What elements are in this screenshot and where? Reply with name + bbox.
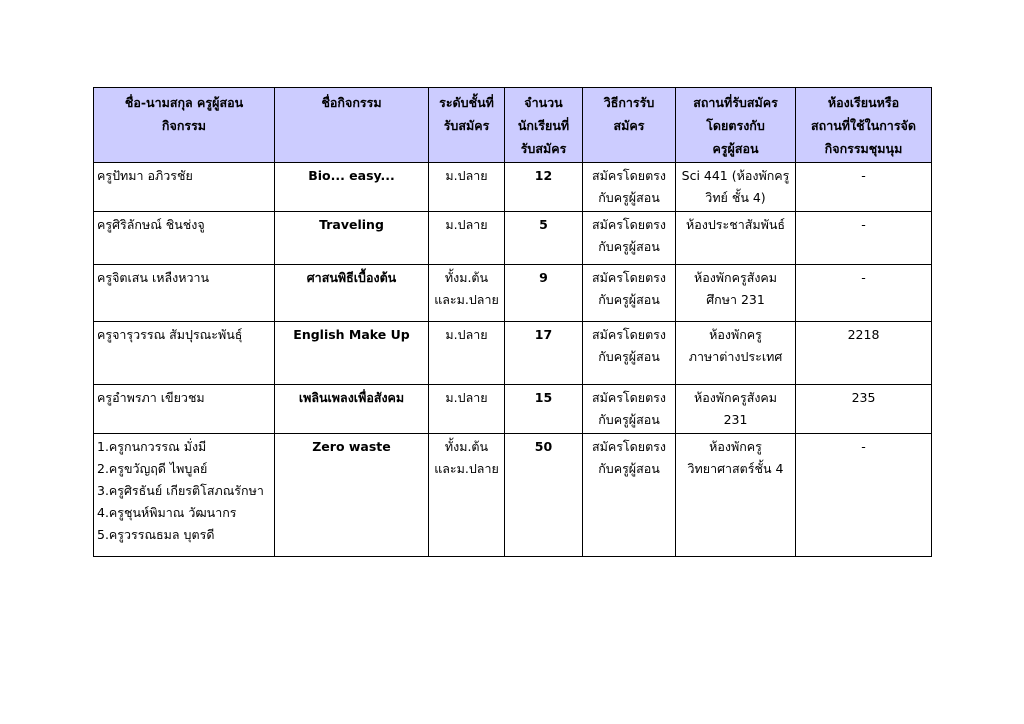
teacher-cell: ครูจิตเสน เหลืงหวาน	[94, 265, 275, 322]
header-teacher: ชื่อ-นามสกุล ครูผู้สอน กิจกรรม	[94, 88, 275, 163]
method-cell: สมัครโดยตรง กับครูผู้สอน	[583, 385, 676, 434]
count-cell: 9	[505, 265, 583, 322]
count-cell: 12	[505, 163, 583, 212]
table-row	[94, 385, 932, 434]
method-cell: สมัครโดยตรง กับครูผู้สอน	[583, 163, 676, 212]
place-cell: ห้องพักครู วิทยาศาสตร์ชั้น 4	[676, 434, 796, 557]
table-row	[94, 212, 932, 265]
count-cell: 50	[505, 434, 583, 557]
level-cell: ม.ปลาย	[429, 212, 505, 265]
teacher-cell: ครูปัทมา อภิวรชัย	[94, 163, 275, 212]
level-cell: ม.ปลาย	[429, 385, 505, 434]
room-cell: -	[796, 212, 932, 265]
teacher-cell: ครูศิริลักษณ์ ชินช่งจู	[94, 212, 275, 265]
count-cell: 17	[505, 322, 583, 385]
room-cell: -	[796, 163, 932, 212]
teacher-list-item: 5.ครูวรรณธมล บุตรดี	[97, 527, 215, 542]
teacher-list-item: 3.ครูศิรธันย์ เกียรติโสภณรักษา	[97, 483, 264, 498]
activity-cell: English Make Up	[275, 322, 429, 385]
level-cell: ม.ปลาย	[429, 163, 505, 212]
activity-cell: Bio... easy...	[275, 163, 429, 212]
header-level: ระดับชั้นที่ รับสมัคร	[429, 88, 505, 163]
room-cell: 2218	[796, 322, 932, 385]
method-cell: สมัครโดยตรง กับครูผู้สอน	[583, 322, 676, 385]
activity-cell: ศาสนพิธีเบื้องต้น	[275, 265, 429, 322]
level-cell: ทั้งม.ต้น และม.ปลาย	[429, 265, 505, 322]
method-cell: สมัครโดยตรง กับครูผู้สอน	[583, 265, 676, 322]
teacher-list-item: 4.ครูชุนห์พิมาณ วัฒนากร	[97, 505, 237, 520]
count-cell: 5	[505, 212, 583, 265]
place-cell: Sci 441 (ห้องพักครู วิทย์ ชั้น 4)	[676, 163, 796, 212]
activity-cell: Zero waste	[275, 434, 429, 557]
level-cell: ทั้งม.ต้น และม.ปลาย	[429, 434, 505, 557]
method-cell: สมัครโดยตรง กับครูผู้สอน	[583, 434, 676, 557]
header-activity: ชื่อกิจกรรม	[275, 88, 429, 163]
teacher-cell: ครูจารุวรรณ สัมปุรณะพันธุ์	[94, 322, 275, 385]
table-row	[94, 163, 932, 212]
header-room: ห้องเรียนหรือ สถานที่ใช้ในการจัด กิจกรรมชุมนุม	[796, 88, 932, 163]
method-cell: สมัครโดยตรง กับครูผู้สอน	[583, 212, 676, 265]
header-method: วิธีการรับ สมัคร	[583, 88, 676, 163]
teacher-cell: ครูอำพรภา เขียวชม	[94, 385, 275, 434]
room-cell: -	[796, 434, 932, 557]
teacher-list-item: 2.ครูขวัญฤดี ไพบูลย์	[97, 461, 208, 476]
table-row	[94, 322, 932, 385]
place-cell: ห้องพักครูสังคม ศึกษา 231	[676, 265, 796, 322]
place-cell: ห้องพักครูสังคม 231	[676, 385, 796, 434]
activity-cell: Traveling	[275, 212, 429, 265]
activity-table	[93, 87, 932, 557]
count-cell: 15	[505, 385, 583, 434]
header-place: สถานที่รับสมัคร โดยตรงกับ ครูผู้สอน	[676, 88, 796, 163]
header-row	[94, 88, 932, 163]
place-cell: ห้องประชาสัมพันธ์	[676, 212, 796, 265]
teacher-list-cell	[94, 434, 275, 557]
table-row	[94, 265, 932, 322]
room-cell: 235	[796, 385, 932, 434]
level-cell: ม.ปลาย	[429, 322, 505, 385]
teacher-list-item: 1.ครูกนกวรรณ มั่งมี	[97, 439, 207, 454]
table-row	[94, 434, 932, 557]
place-cell: ห้องพักครู ภาษาต่างประเทศ	[676, 322, 796, 385]
header-count: จำนวน นักเรียนที่ รับสมัคร	[505, 88, 583, 163]
activity-cell: เพลินเพลงเพื่อสังคม	[275, 385, 429, 434]
room-cell: -	[796, 265, 932, 322]
